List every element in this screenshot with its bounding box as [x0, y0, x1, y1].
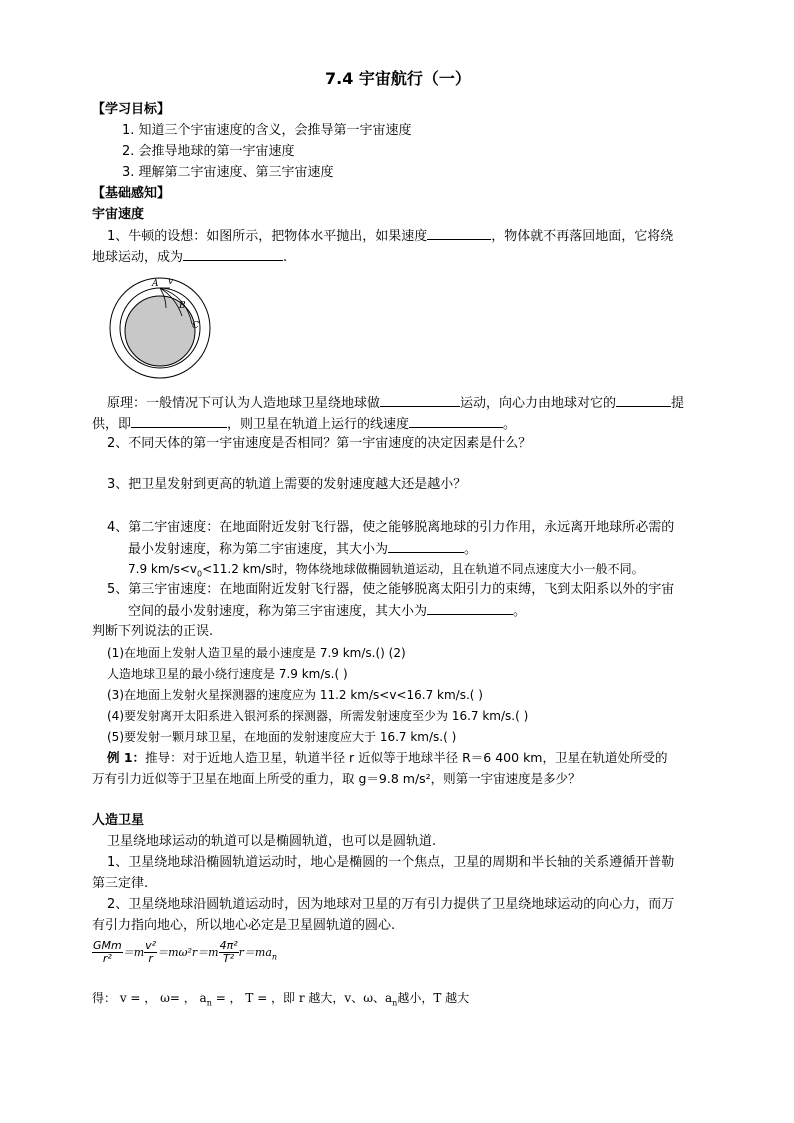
- label-b: B: [179, 301, 186, 311]
- example1-line2: 万有引力近似等于卫星在地面上所受的重力，取 g＝9.8 m/s²，则第一宇宙速度是多少？: [92, 771, 581, 786]
- sat1-line1: 1、卫星绕地球沿椭圆轨道运动时，地心是椭圆的一个焦点，卫星的周期和半长轴的关系遵循开普勒: [107, 855, 675, 870]
- label-a: A: [152, 279, 159, 289]
- q2: 2、不同天体的第一宇宙速度是否相同？第一宇宙速度的决定因素是什么？: [107, 436, 532, 451]
- blank[interactable]: [427, 602, 513, 615]
- cosmic-speed-header: 宇宙速度: [92, 207, 145, 222]
- blank[interactable]: [616, 394, 671, 407]
- q1-line1: 1、牛顿的设想：如图所示，把物体水平抛出，如果速度 ，物体就不再落回地面，它将绕: [107, 229, 674, 244]
- blank[interactable]: [131, 415, 227, 428]
- blank[interactable]: [183, 248, 283, 261]
- judge-item: (3)在地面上发射火星探测器的速度应为 11.2 km/s<v<16.7 km/s.( ): [107, 688, 483, 702]
- goal-item: 2. 会推导地球的第一宇宙速度: [122, 144, 295, 159]
- label-c: C: [192, 321, 199, 331]
- principle-line2: 供，即 ，则卫星在轨道上运行的线速度 。: [92, 417, 517, 432]
- goal-item: 3. 理解第二宇宙速度、第三宇宙速度: [122, 165, 334, 180]
- blank[interactable]: [388, 540, 464, 553]
- basics-header: 【基础感知】: [92, 186, 171, 201]
- blank[interactable]: [380, 394, 460, 407]
- q3: 3、把卫星发射到更高的轨道上需要的发射速度越大还是越小？: [107, 477, 467, 492]
- sat-intro: 卫星绕地球运动的轨道可以是椭圆轨道，也可以是圆轨道.: [107, 834, 437, 849]
- principle-line1: 原理：一般情况下可认为人造地球卫星绕地球做 运动，向心力由地球对它的 提: [107, 396, 685, 411]
- newton-cannon-figure: [108, 276, 213, 381]
- judge-item: 人造地球卫星的最小绕行速度是 7.9 km/s.( ): [107, 667, 348, 681]
- judge-header: 判断下列说法的正误.: [92, 624, 214, 639]
- goals-header: 【学习目标】: [92, 102, 171, 117]
- blank[interactable]: [427, 227, 491, 240]
- q5-line2: 空间的最小发射速度，称为第三宇宙速度，其大小为 。: [128, 604, 527, 619]
- judge-item: (4)要发射离开太阳系进入银河系的探测器，所需发射速度至少为 16.7 km/s.( ): [107, 709, 529, 723]
- q1-line2: 地球运动，成为 .: [92, 250, 288, 265]
- example1-line1: 例 1：推导：对于近地人造卫星，轨道半径 r 近似等于地球半径 R＝6 400 km，卫星在轨道处所受的: [107, 750, 668, 765]
- gravitation-formula: $\frac{\text{GMm}}{\text{r²}}$ ＝m $\frac{\text{v²}}{r}$ ＝mω²r＝m $\frac{\text{4π²}}{\text{T²}}$ $r=ma_n$: [93, 939, 278, 965]
- q4-line2: 最小发射速度，称为第二宇宙速度，其大小为 。: [128, 542, 478, 557]
- blank[interactable]: [409, 415, 503, 428]
- satellite-header: 人造卫星: [92, 813, 145, 828]
- sat2-line2: 有引力指向地心，所以地心必定是卫星圆轨道的圆心.: [92, 918, 396, 933]
- sat1-line2: 第三定律.: [92, 876, 149, 891]
- q5-line1: 5、第三宇宙速度：在地面附近发射飞行器，使之能够脱离太阳引力的束缚，飞到太阳系以外的宇宙: [107, 582, 675, 597]
- q4-line3: 7.9 $km/s<v_0<11.2$ km/s时，物体绕地球做椭圆轨道运动，且在轨道不同点速度大小一般不同。: [128, 562, 644, 579]
- goal-item: 1. 知道三个宇宙速度的含义，会推导第一宇宙速度: [122, 123, 412, 138]
- page-title: 7.4 宇宙航行（一）: [325, 69, 471, 88]
- judge-item: (5)要发射一颗月球卫星，在地面的发射速度应大于 16.7 km/s.( ): [107, 730, 457, 744]
- q4-line1: 4、第二宇宙速度：在地面附近发射飞行器，使之能够脱离地球的引力作用，永远离开地球所必需的: [107, 520, 675, 535]
- answer-line: 得： v = ， ω= ， $a_n$ = ， T = ，即 r 越大，v、ω、$a_n$越小，T 越大: [92, 991, 470, 1008]
- sat2-line1: 2、卫星绕地球沿圆轨道运动时，因为地球对卫星的万有引力提供了卫星绕地球运动的向心力，而万: [107, 897, 675, 912]
- judge-item: (1)在地面上发射人造卫星的最小速度是 7.9 km/s.() (2): [107, 646, 406, 660]
- label-v: v: [168, 277, 174, 287]
